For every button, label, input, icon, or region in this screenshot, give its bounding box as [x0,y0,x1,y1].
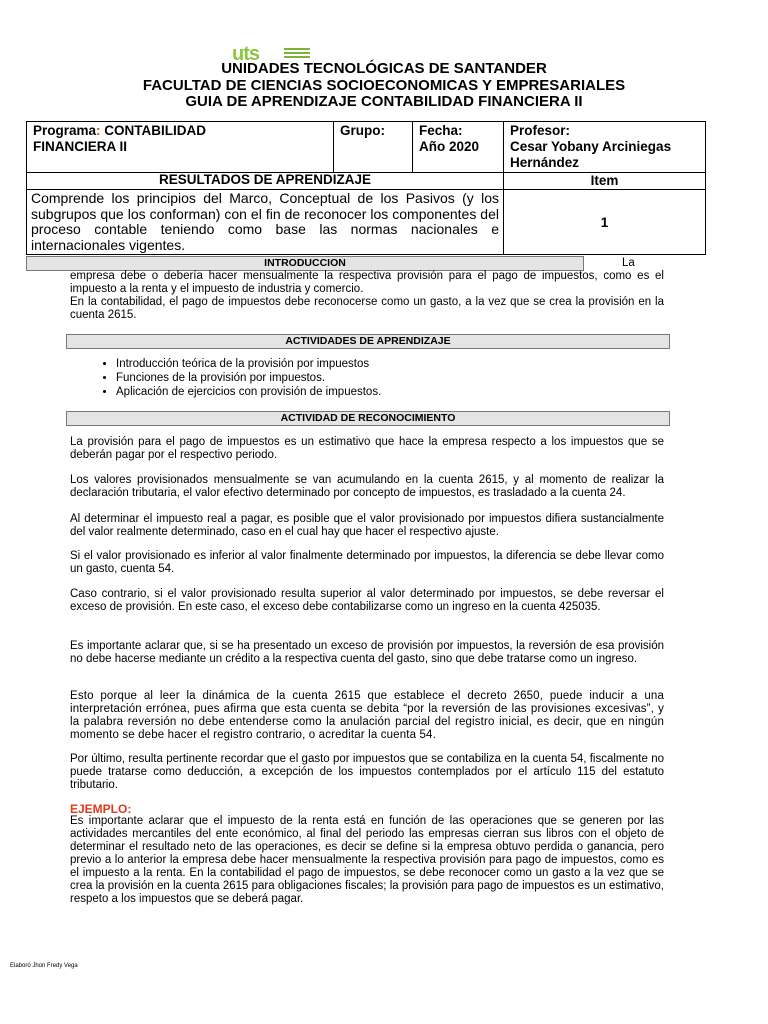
profesor-label: Profesor: [510,123,571,138]
header-university: UNIDADES TECNOLÓGICAS DE SANTANDER [221,60,547,77]
grupo-cell [334,122,413,173]
ejemplo-title: EJEMPLO: [70,802,132,816]
grupo-label: Grupo: [340,123,385,138]
programa-value: CONTABILIDAD [104,123,207,138]
list-item: • Introducción teórica de la provisión por impuestos [116,357,381,371]
programa-colon: : [96,123,101,138]
programa-cell [27,122,334,173]
header-faculty: FACULTAD DE CIENCIAS SOCIOECONOMICAS Y EMPRESARIALES [142,77,626,94]
reconocimiento-p5: Caso contrario, si el valor provisionado resulta superior al valor determinado por impuestos, se debe reversar el exceso de provisión. En este caso, el exceso debe contabilizarse como un ingreso en la cuenta 425035. [70,588,664,613]
reconocimiento-p3: Al determinar el impuesto real a pagar, es posible que el valor provisionado por impuestos difiera sustancialmente del valor realmente determinado, caso en el cual hay que hacer el respectivo ajuste. [70,513,664,538]
reconocimiento-p6: Es importante aclarar que, si se ha presentado un exceso de provisión por impuestos, la reversión de esa provisión no debe hacerse mediante un crédito a la respectiva cuenta del gasto, sino que debe tratarse como un ingreso. [70,640,664,665]
reconocimiento-p2: Los valores provisionados mensualmente se van acumulando en la cuenta 2615, y al momento de realizar la declaración tributaria, el valor efectivo determinado por concepto de impuestos, es trasladado a la cuenta 24. [70,474,664,499]
logo-mark: uts [232,43,259,65]
introduccion-trailing: La [622,257,635,269]
list-item: • Funciones de la provisión por impuestos. [116,371,381,385]
introduccion-title: INTRODUCCION [264,257,346,269]
info-table [26,121,706,255]
fecha-value: Año 2020 [419,139,480,154]
introduccion-bar [26,256,584,271]
programa-label: Programa [33,123,97,138]
introduccion-p1: empresa debe o debería hacer mensualmente la respectiva provisión para el pago de impuestos, como es el impuesto a la renta y el impuesto de industria y comercio. [70,270,664,295]
ejemplo-text: Es importante aclarar que el impuesto de la renta está en función de las operaciones que se generen por las actividades mercantiles del ente económico, al final del periodo las empresas cierran sus libros con el objeto de determinar el resultado neto de las operaciones, es decir se define si la empresa obtuvo perdida o ganancia, pero previo a lo anterior la empresa debe hacer mensualmente la respectiva provisión para pago de impuestos, como es el impuesto a la renta. En la contabilidad el pago de impuestos, se debe reconocer como un gasto a la vez que se crea la provisión en la cuenta 2615 para obligaciones fiscales; la provisión para pago de impuestos es un estimativo, respeto a los impuestos que se deberá pagar. [70,815,664,905]
actividades-bar [66,334,670,349]
introduccion-p2: En la contabilidad, el pago de impuestos debe reconocerse como un gasto, a la vez que se crea la provisión en la cuenta 2615. [70,296,664,321]
reconocimiento-bar [66,411,670,426]
profesor-value: Cesar Yobany Arciniegas [510,139,672,154]
actividades-title: ACTIVIDADES DE APRENDIZAJE [285,335,451,347]
programa-value-line2: FINANCIERA II [33,139,127,154]
reconocimiento-title: ACTIVIDAD DE RECONOCIMIENTO [280,412,456,424]
reconocimiento-p4: Si el valor provisionado es inferior al valor finalmente determinado por impuestos, la diferencia se debe llevar como un gasto, cuenta 54. [70,550,664,575]
fecha-cell [413,122,504,173]
logo-lines [284,48,310,60]
actividades-list [70,357,381,399]
profesor-value-line2: Hernández [510,155,580,170]
footer-author: Elaboró Jhon Fredy Vega [10,963,78,969]
resultado-text: Comprende los principios del Marco, Conceptual de los Pasivos (y los subgrupos que los conforman) con el fin de reconocer los componentes del proceso contable teniendo como base las normas nacionales e internacionales vigentes. [27,190,504,255]
reconocimiento-p1: La provisión para el pago de impuestos es un estimativo que hace la empresa respecto a los impuestos que se deberán pagar por el respectivo periodo. [70,436,664,461]
item-value: 1 [504,190,706,255]
fecha-label: Fecha: [419,123,463,138]
reconocimiento-p7: Esto porque al leer la dinámica de la cuenta 2615 que establece el decreto 2650, puede inducir a una interpretación errónea, pues afirma que esta cuenta se debita “por la reversión de las provisiones excesivas”, y la palabra reversión no debe entenderse como la anulación parcial del registro inicial, es decir, que en ningún momento se debe hacer el registro contrario, o acreditar la cuenta 54. [70,690,664,741]
header-guide-title: GUIA DE APRENDIZAJE CONTABILIDAD FINANCIERA II [185,93,583,110]
list-item: • Aplicación de ejercicios con provisión de impuestos. [116,385,381,399]
resultados-title: RESULTADOS DE APRENDIZAJE [27,173,504,190]
profesor-cell [504,122,706,173]
item-title: Item [504,173,706,190]
reconocimiento-p8: Por último, resulta pertinente recordar que el gasto por impuestos que se contabiliza en la cuenta 54, fiscalmente no puede tratarse como deducción, a excepción de los impuestos contemplados por el artículo 115 del estatuto tributario. [70,753,664,791]
